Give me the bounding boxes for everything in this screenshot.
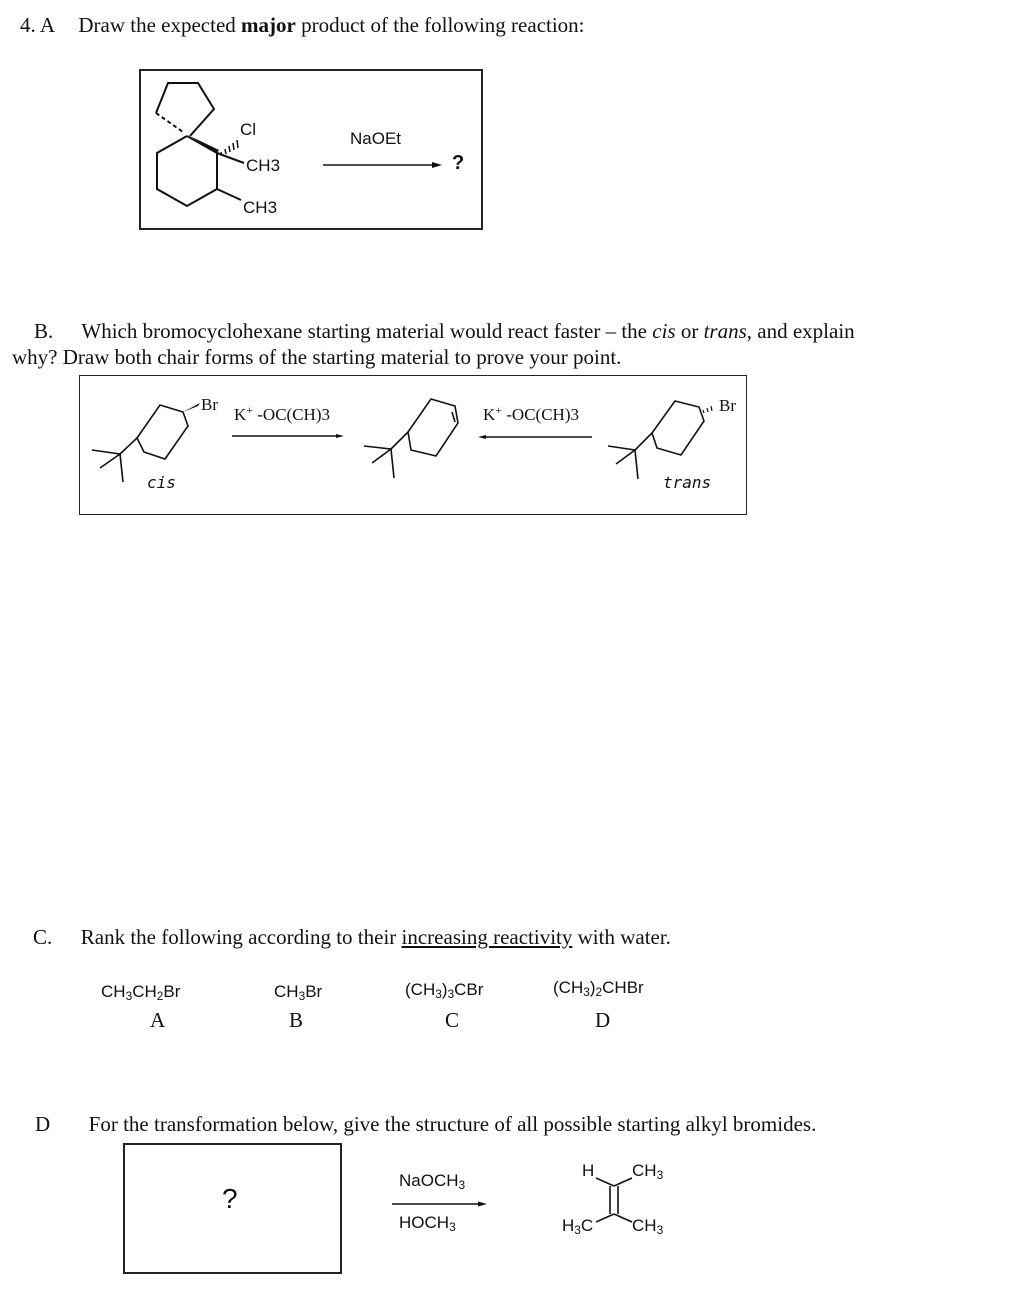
trans-label: trans [663, 473, 712, 492]
product-ch3-top: $CH_3$ [632, 1161, 664, 1182]
substituent-ch3-upper: CH3 [246, 156, 281, 175]
compound-a-label: A [150, 1008, 166, 1032]
starting-material-unknown: ? [222, 1183, 238, 1214]
question-c-heading: C. Rank the following according to their increasing reactivity with water. [33, 925, 671, 949]
compound-b-label: B [289, 1008, 304, 1032]
increasing-reactivity: increasing reactivity [401, 925, 573, 949]
alkene-skeleton [596, 1178, 632, 1222]
compound-b-formula: $CH_3Br$ [274, 982, 323, 1003]
product-ch3-bottom: $CH_3$ [632, 1216, 664, 1237]
reagent-naoch3: NaOCH$_3$ [399, 1171, 466, 1192]
compound-d-label: D [595, 1008, 611, 1032]
reagent-hoch3: $HOCH_3$ [399, 1213, 456, 1234]
substituent-cl: Cl [240, 120, 257, 139]
cis-word: cis [652, 319, 676, 343]
cis-br-label: Br [201, 395, 218, 414]
compound-d-formula: $(CH_3)_2CHBr$ [553, 978, 644, 999]
trans-word: trans [703, 319, 747, 343]
question-b-line2: why? Draw both chair forms of the starting material to prove your point. [12, 345, 622, 369]
question-d-heading: D For the transformation below, give the structure of all possible starting alkyl bromides. [35, 1112, 817, 1136]
question-b-line1: B. Which bromocyclohexane starting material would react faster – the cis or trans, and explain [34, 319, 855, 343]
reagent-naoet: NaOEt [350, 129, 402, 148]
compound-a-formula: $CH_3CH_2Br$ [101, 982, 181, 1003]
trans-br-label: Br [719, 396, 736, 415]
product-unknown: ? [452, 152, 465, 174]
compound-c-formula: $(CH_3)_3CBr$ [405, 980, 484, 1001]
compound-c-label: C [445, 1008, 460, 1032]
question-a-text-pre: Draw the expected [78, 13, 242, 37]
question-a-number: 4. A [20, 13, 54, 37]
reagent-right: K+ -OC(CH)3 [483, 403, 579, 424]
question-a-text-bold: major [241, 13, 296, 37]
product-h3c: $H_3C$ [562, 1216, 594, 1237]
question-b-letter: B. [34, 319, 54, 343]
product-h: H [582, 1161, 595, 1180]
substituent-ch3-lower: CH3 [243, 198, 278, 217]
reagent-left: K+ -OC(CH)3 [234, 403, 330, 424]
question-c-letter: C. [33, 925, 53, 949]
cis-label: cis [147, 473, 176, 492]
question-d-letter: D [35, 1112, 51, 1136]
question-a-text-post: product of the following reaction: [295, 13, 585, 37]
